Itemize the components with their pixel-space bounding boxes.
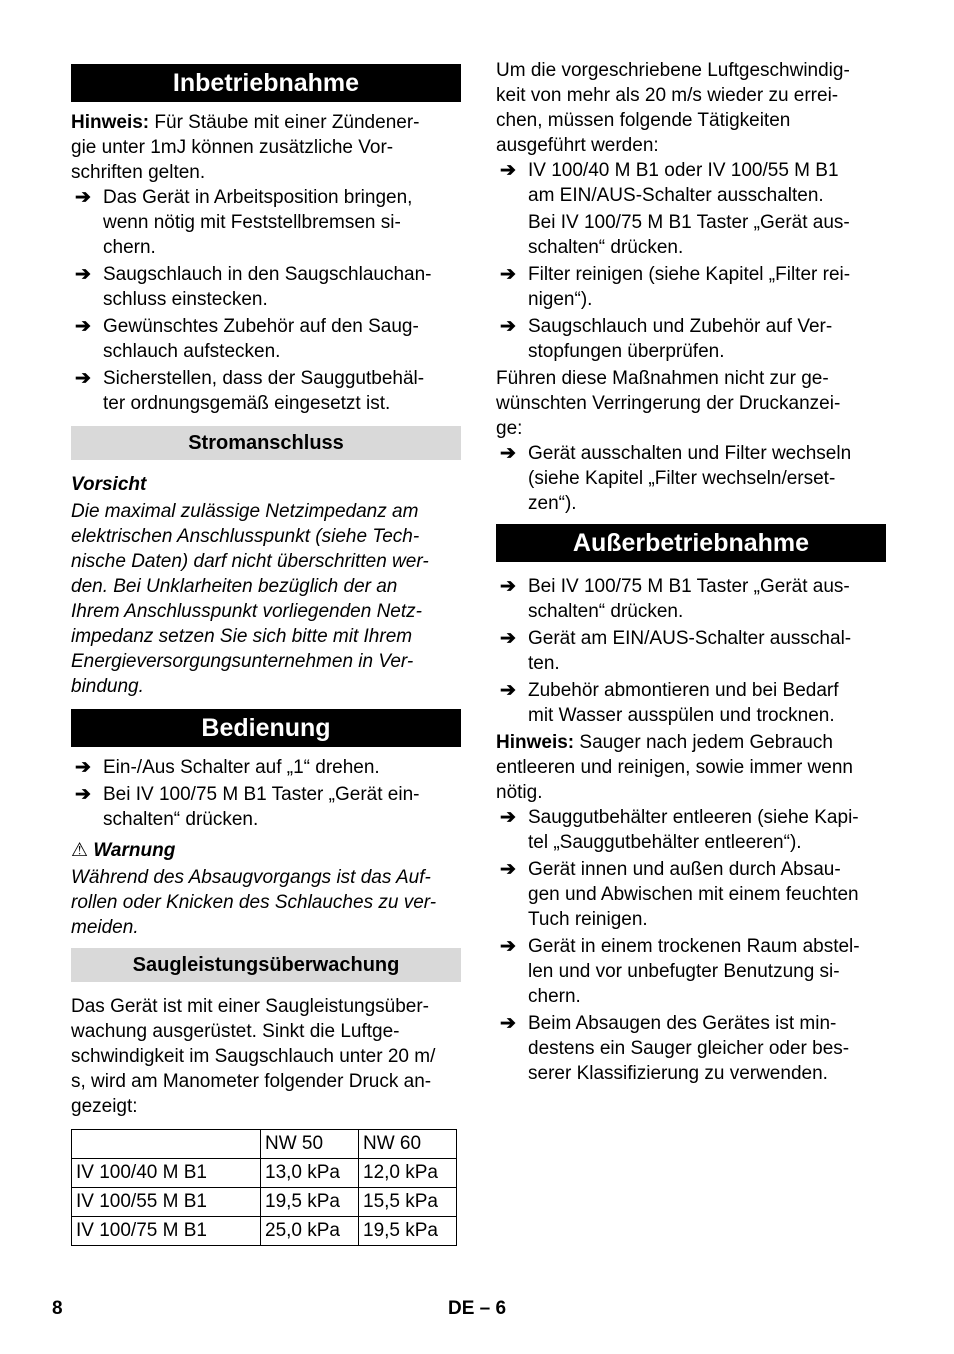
arrow-icon: ➔ (500, 628, 516, 649)
arrow-icon: ➔ (75, 784, 91, 805)
warning-heading (71, 838, 461, 863)
table-cell: 25,0 kPa (261, 1217, 359, 1246)
note-line: gie unter 1mJ können zusätzliche Vor- (71, 137, 394, 158)
arrow-icon: ➔ (500, 316, 516, 337)
heading-ausserbetriebnahme: Außerbetriebnahme (496, 524, 886, 562)
left-column (71, 60, 461, 1246)
list-item: ➔ Sicherstellen, dass der Sauggutbehäl- ter ordnungsgemäß eingesetzt ist. (75, 368, 425, 414)
list-item-sub: Bei IV 100/75 M B1 Taster „Gerät aus- schalten“ drücken. (528, 212, 850, 258)
list-item: ➔ Das Gerät in Arbeitsposition bringen, wenn nötig mit Feststellbremsen si- chern. (75, 187, 413, 258)
page-number: 8 (52, 1298, 63, 1319)
table-cell: 12,0 kPa (359, 1159, 457, 1188)
table-row (72, 1217, 457, 1246)
table-cell (72, 1130, 261, 1159)
list-item: ➔ Gerät innen und außen durch Absau- gen und Abwischen mit einem feuchten Tuch reinigen. (500, 859, 859, 930)
note-line: Für Stäube mit einer Zündener- (154, 112, 420, 133)
warning-text: Während des Absaugvorgangs ist das Auf- rollen oder Knicken des Schlauches zu ver- meiden. (71, 867, 437, 938)
arrow-icon: ➔ (75, 264, 91, 285)
page-label: DE – 6 (448, 1298, 507, 1319)
middle-text: Führen diese Maßnahmen nicht zur ge- wünschten Verringerung der Druckanzei- ge: (496, 368, 841, 439)
table-cell: 19,5 kPa (359, 1217, 457, 1246)
list-item: ➔ Saugschlauch und Zubehör auf Ver- stopfungen überprüfen. (500, 316, 833, 362)
table-row (72, 1130, 457, 1159)
arrow-icon: ➔ (75, 187, 91, 208)
arrow-icon: ➔ (75, 757, 91, 778)
list-item: ➔ Sauggutbehälter entleeren (siehe Kapi- tel „Sauggutbehälter entleeren“). (500, 807, 859, 853)
list-item: ➔ Gerät am EIN/AUS-Schalter ausschal- ten. (500, 628, 852, 674)
heading-inbetriebnahme: Inbetriebnahme (71, 64, 461, 102)
list-item: ➔ Gerät in einem trockenen Raum abstel- len und vor unbefugter Benutzung si- chern. (500, 936, 860, 1007)
table-cell: 15,5 kPa (359, 1188, 457, 1217)
list-item: ➔ Filter reinigen (siehe Kapitel „Filter rei- nigen“). (500, 264, 851, 310)
note-line: schriften gelten. (71, 162, 206, 183)
note-label: Hinweis: (496, 732, 575, 753)
arrow-icon: ➔ (500, 859, 516, 880)
list-item: ➔ Ein-/Aus Schalter auf „1“ drehen. (75, 757, 380, 778)
note-inbetriebnahme (71, 110, 461, 185)
arrow-icon: ➔ (500, 443, 516, 464)
table-cell: 13,0 kPa (261, 1159, 359, 1188)
list-item: ➔ Saugschlauch in den Saugschlauchan- schluss einstecken. (75, 264, 432, 310)
table-row (72, 1159, 457, 1188)
intro-text: Um die vorgeschriebene Luftgeschwindig- keit von mehr als 20 m/s wieder zu errei- chen, müssen folgende Tätigkeiten ausgeführt werden: (496, 60, 850, 156)
arrow-icon: ➔ (500, 680, 516, 701)
heading-bedienung: Bedienung (71, 709, 461, 747)
pressure-table (71, 1129, 457, 1246)
table-cell: 19,5 kPa (261, 1188, 359, 1217)
list-item: ➔ Zubehör abmontieren und bei Bedarf mit Wasser ausspülen und trocknen. (500, 680, 839, 726)
table-cell: IV 100/75 M B1 (72, 1217, 261, 1246)
caution-label: Vorsicht (71, 474, 147, 495)
table-cell: IV 100/55 M B1 (72, 1188, 261, 1217)
arrow-icon: ➔ (75, 316, 91, 337)
list-item: ➔ IV 100/40 M B1 oder IV 100/55 M B1 am EIN/AUS-Schalter ausschalten. (500, 160, 839, 206)
table-cell: NW 60 (359, 1130, 457, 1159)
heading-stromanschluss: Stromanschluss (71, 426, 461, 460)
arrow-icon: ➔ (75, 368, 91, 389)
arrow-icon: ➔ (500, 160, 516, 181)
arrow-icon: ➔ (500, 264, 516, 285)
right-column (496, 58, 886, 1088)
note-label: Hinweis: (71, 112, 150, 133)
warning-triangle-icon: ⚠ (71, 840, 89, 861)
list-item: ➔ Bei IV 100/75 M B1 Taster „Gerät aus- schalten“ drücken. (500, 576, 850, 622)
arrow-icon: ➔ (500, 936, 516, 957)
list-item: ➔ Bei IV 100/75 M B1 Taster „Gerät ein- schalten“ drücken. (75, 784, 420, 830)
heading-saugleistung: Saugleistungsüberwachung (71, 948, 461, 982)
saugleistung-text: Das Gerät ist mit einer Saugleistungsüber- wachung ausgerüstet. Sinkt die Luftge- schwindigkeit im Saugschlauch unter 20 m/ s, wird am Manometer folgender Druck an- gezeigt: (71, 996, 436, 1117)
arrow-icon: ➔ (500, 807, 516, 828)
list-item: ➔ Gerät ausschalten und Filter wechseln (siehe Kapitel „Filter wechseln/erset- zen“). (500, 443, 852, 514)
table-row (72, 1188, 457, 1217)
warning-label: Warnung (93, 840, 176, 861)
arrow-icon: ➔ (500, 576, 516, 597)
note-ausser: Hinweis: Sauger nach jedem Gebrauch entleeren und reinigen, sowie immer wenn nötig. (496, 732, 853, 803)
list-item: ➔ Gewünschtes Zubehör auf den Saug- schlauch aufstecken. (75, 316, 419, 362)
caution-text: Die maximal zulässige Netzimpedanz am elektrischen Anschlusspunkt (siehe Tech- nische Daten) darf nicht überschritten wer- den. Bei Unklarheiten bezüglich der an Ihrem Anschlusspunkt vorliegenden Netz- impedanz setzen Sie sich bitte mit Ihrem Energieversorgungsunternehmen in Ver- bindung. (71, 501, 429, 697)
arrow-icon: ➔ (500, 1013, 516, 1034)
list-item: ➔ Beim Absaugen des Gerätes ist min- destens ein Sauger gleicher oder bes- serer Klassifizierung zu verwenden. (500, 1013, 850, 1084)
table-cell: NW 50 (261, 1130, 359, 1159)
table-cell: IV 100/40 M B1 (72, 1159, 261, 1188)
